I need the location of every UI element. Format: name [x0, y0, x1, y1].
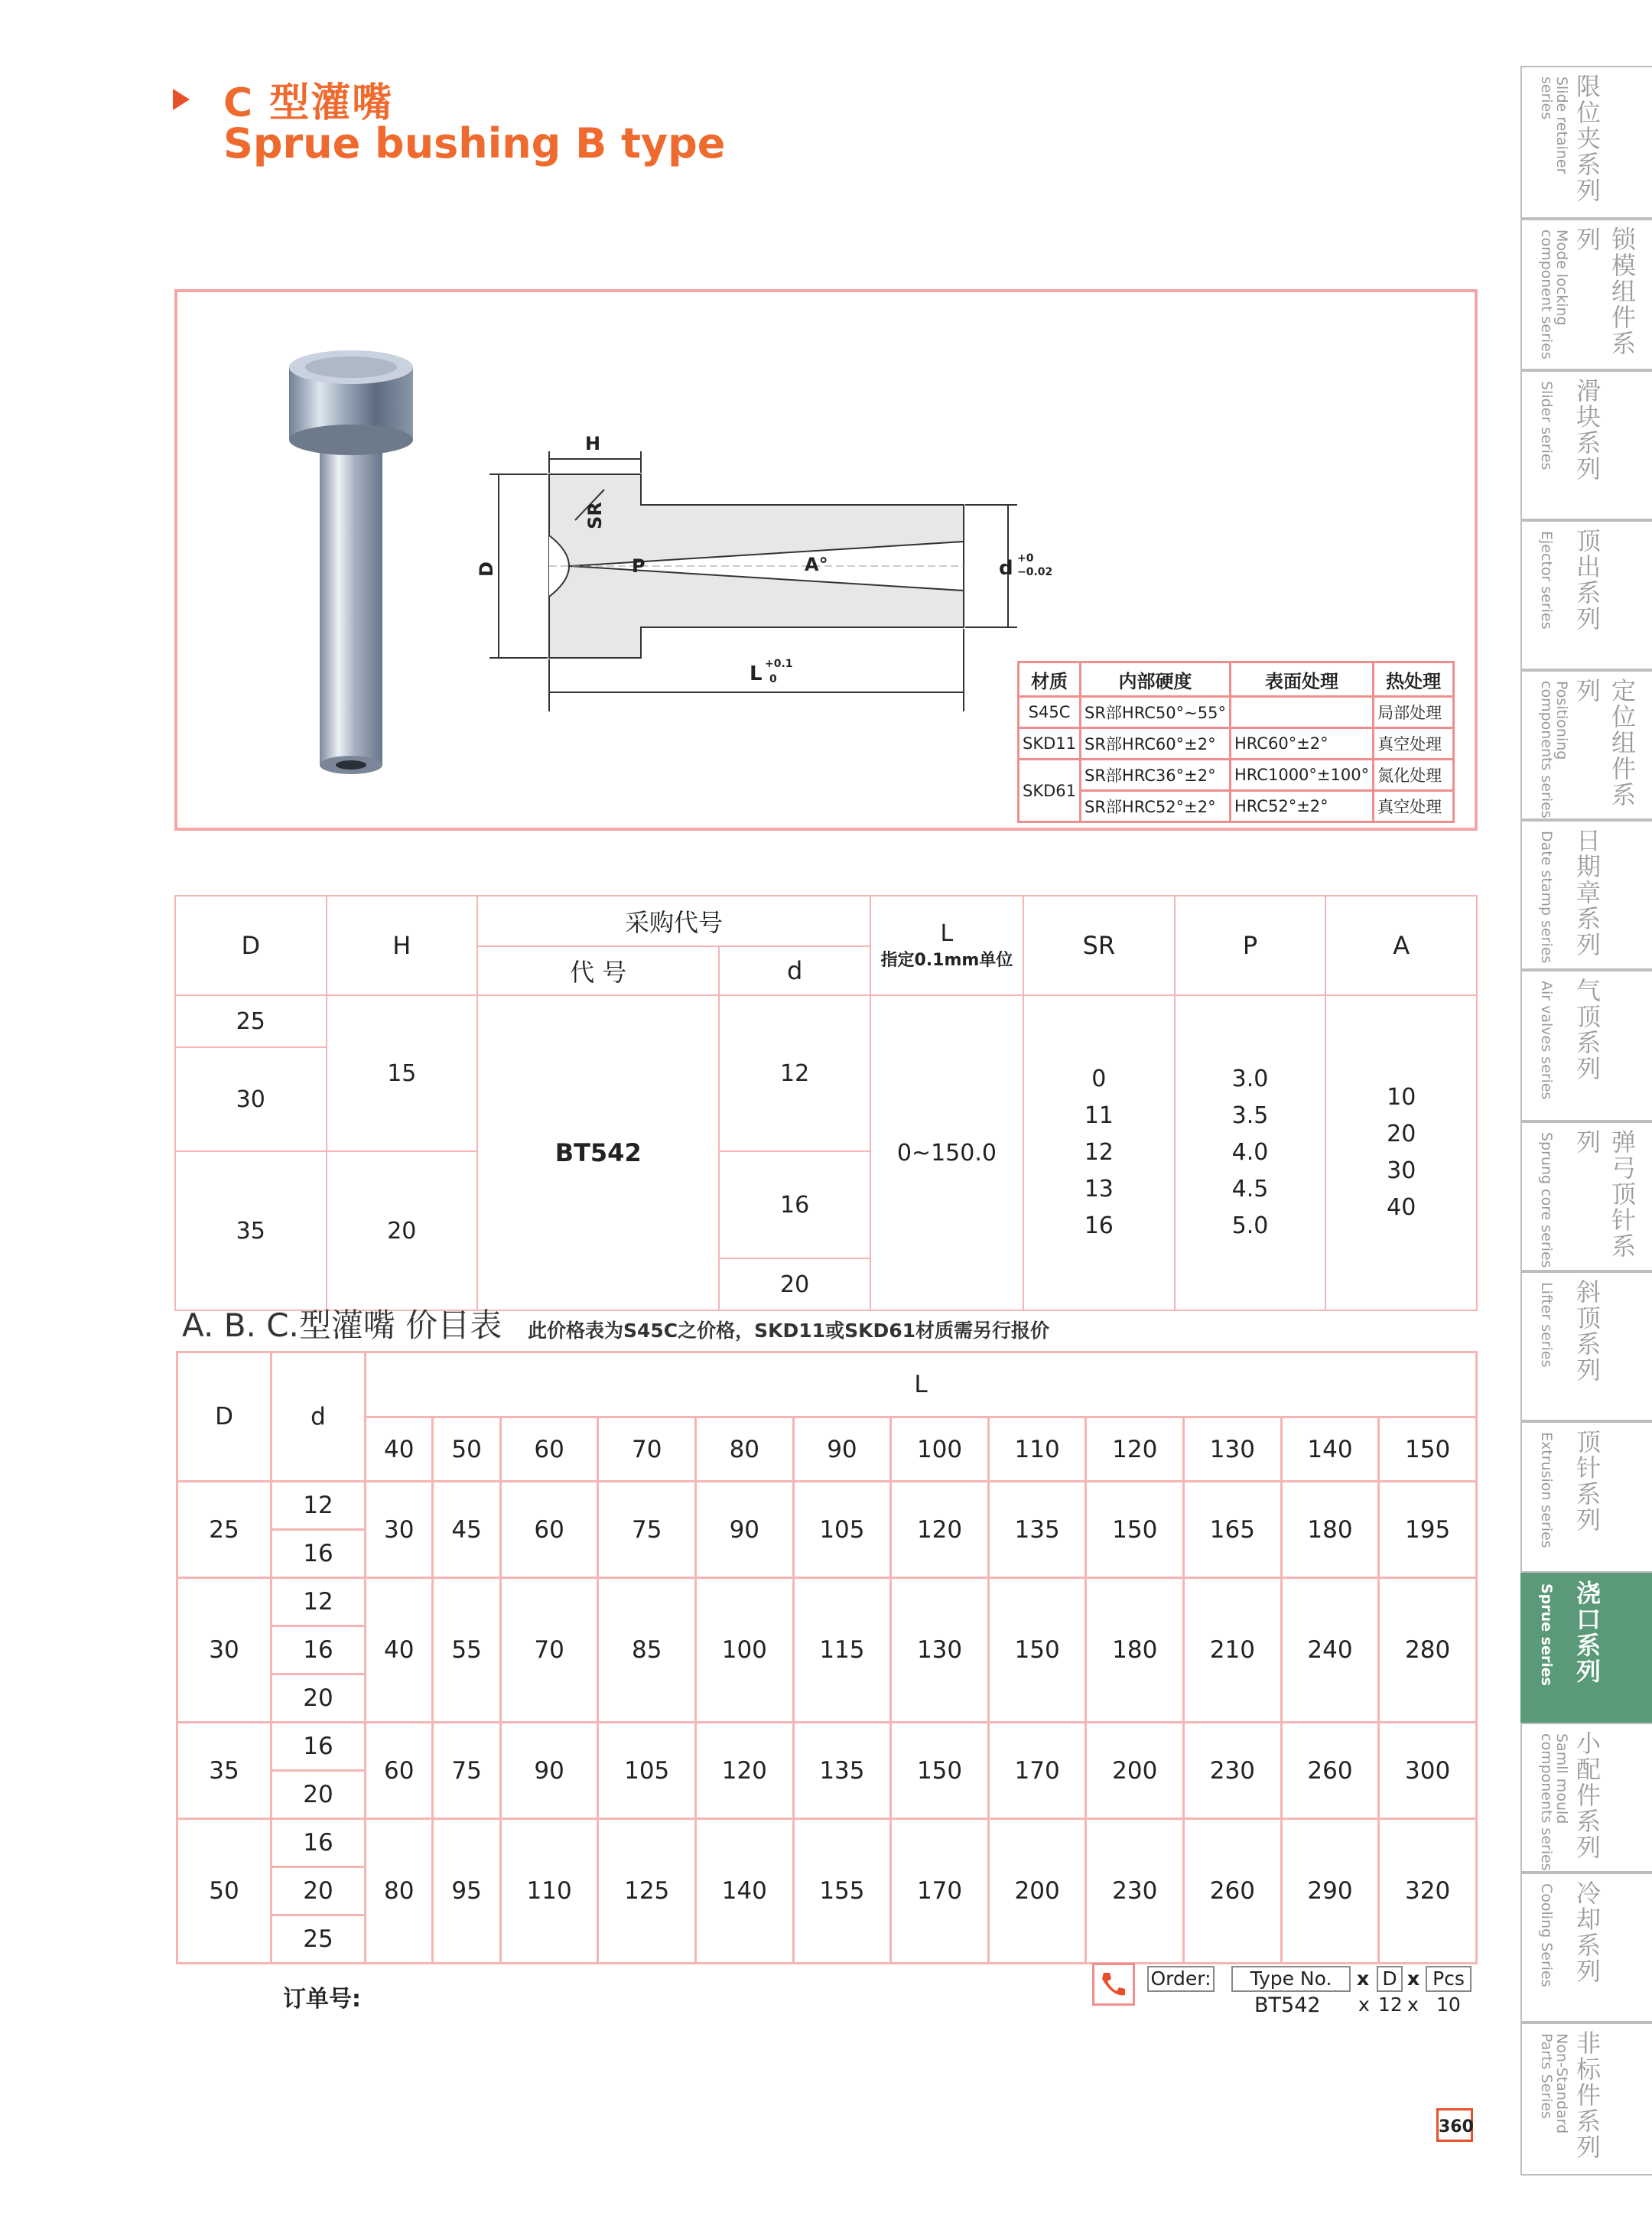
dim-tol-l-up: +0.1 [765, 658, 793, 670]
surface-cell [1230, 697, 1373, 728]
price-dminor-cell: 16 [272, 1530, 366, 1578]
price-cell: 135 [988, 1482, 1086, 1578]
price-dminor-cell: 20 [272, 1674, 366, 1723]
price-cell: 30 [366, 1482, 433, 1578]
price-l-column-header: 90 [793, 1417, 891, 1482]
p-value: 3.5 [1231, 1102, 1269, 1129]
page-title-en: Sprue bushing B type [223, 119, 726, 168]
price-cell: 200 [988, 1819, 1086, 1964]
price-l-column-header: 60 [500, 1417, 598, 1482]
price-cell: 200 [1086, 1723, 1184, 1819]
material-header-hardness: 内部硬度 [1081, 662, 1231, 697]
price-note: 此价格表为S45C之价格，SKD11或SKD61材质需另行报价 [528, 1320, 1049, 1342]
spec-d-cell: 25 [175, 995, 327, 1047]
sidebar-item[interactable] [1520, 820, 1652, 970]
sidebar-item-label-cn: 日期章系列 [1572, 828, 1602, 958]
price-cell: 280 [1379, 1578, 1477, 1723]
sr-value: 12 [1084, 1139, 1114, 1166]
spec-d-cell: 30 [175, 1047, 327, 1151]
dim-label-a: A° [805, 554, 828, 575]
spec-header-l-title: L [940, 920, 954, 947]
price-d-cell: 50 [177, 1819, 272, 1964]
spec-header-l-note: 指定0.1mm单位 [880, 951, 1013, 970]
price-cell: 105 [793, 1482, 891, 1578]
dim-label-sr: SR [584, 502, 606, 529]
sidebar-item-label-cn: 气顶系列 [1572, 978, 1602, 1082]
price-cell: 130 [891, 1578, 989, 1723]
price-cell: 260 [1184, 1819, 1282, 1964]
spec-header-a: A [1325, 896, 1477, 995]
sidebar-item-label-en: Positioning components series [1538, 681, 1570, 818]
order-d-value: 12 [1378, 1993, 1403, 2016]
sidebar-item[interactable] [1520, 670, 1652, 820]
order-word: Order: [1147, 1966, 1215, 1992]
price-cell: 320 [1379, 1819, 1477, 1964]
spec-p-cell [1175, 995, 1326, 1310]
spec-dminor-cell: 12 [719, 995, 870, 1151]
material-header-material: 材质 [1019, 662, 1081, 697]
price-cell: 140 [696, 1819, 794, 1964]
price-cell: 85 [598, 1578, 696, 1723]
order-number-label: 订单号: [283, 1986, 361, 2013]
heat-cell: 氮化处理 [1374, 760, 1454, 791]
price-dminor-cell: 16 [272, 1723, 366, 1771]
price-cell: 120 [891, 1482, 989, 1578]
price-l-column-header: 130 [1184, 1417, 1282, 1482]
a-value: 40 [1387, 1194, 1416, 1221]
spec-dminor-cell: 20 [719, 1258, 870, 1310]
order-x-1: x [1357, 1967, 1370, 1990]
sidebar-item[interactable] [1520, 1723, 1652, 1873]
price-dminor-cell: 20 [272, 1771, 366, 1819]
table-row [1019, 728, 1454, 760]
sidebar-item-label-cn: 小配件系列 [1572, 1730, 1602, 1860]
price-dminor-cell: 25 [272, 1915, 366, 1964]
sidebar-item-label-cn: 定位组件系列 [1572, 678, 1637, 808]
sidebar-item[interactable] [1520, 1271, 1652, 1421]
order-x-4: x [1407, 1993, 1419, 2016]
sidebar-item-label-cn: 浇口系列 [1572, 1580, 1602, 1684]
price-l-column-header: 80 [696, 1417, 794, 1482]
dim-label-d-major: D [475, 561, 497, 577]
spec-header-d-minor: d [719, 946, 870, 995]
order-x-2: x [1407, 1967, 1420, 1990]
price-cell: 230 [1184, 1723, 1282, 1819]
price-d-cell: 25 [177, 1482, 272, 1578]
spec-header-l [870, 896, 1023, 995]
sidebar-item[interactable] [1520, 66, 1652, 219]
price-cell: 165 [1184, 1482, 1282, 1578]
sidebar-item-label-cn: 滑块系列 [1572, 378, 1602, 482]
price-dminor-cell: 16 [272, 1626, 366, 1674]
sidebar-item[interactable] [1520, 1121, 1652, 1271]
order-pcs-header: Pcs [1426, 1966, 1472, 1992]
price-title: A. B. C.型灌嘴 价目表 [182, 1307, 502, 1344]
sidebar-item-label-en: Air valves series [1538, 981, 1555, 1100]
price-cell: 180 [1086, 1578, 1184, 1723]
price-dminor-cell: 12 [272, 1482, 366, 1530]
spec-l-cell: 0~150.0 [870, 995, 1023, 1310]
hardness-cell: SR部HRC50°~55° [1081, 697, 1231, 728]
price-l-columns [177, 1417, 1477, 1482]
heat-cell: 局部处理 [1374, 697, 1454, 728]
table-row [177, 1723, 1477, 1771]
sidebar-item-label-en: Sprung core series [1538, 1132, 1555, 1268]
spec-a-cell [1325, 995, 1477, 1310]
price-cell: 60 [500, 1482, 598, 1578]
p-value: 5.0 [1231, 1212, 1269, 1239]
sidebar-item[interactable] [1520, 219, 1652, 370]
table-row [177, 1819, 1477, 1867]
price-l-column-header: 70 [598, 1417, 696, 1482]
price-cell: 100 [696, 1578, 794, 1723]
price-cell: 210 [1184, 1578, 1282, 1723]
sidebar-item-label-cn: 弹弓顶针系列 [1572, 1129, 1637, 1259]
price-cell: 150 [1086, 1482, 1184, 1578]
page-number: 360 [1436, 2108, 1473, 2142]
order-x-3: x [1358, 1993, 1370, 2016]
sidebar-item[interactable] [1520, 520, 1652, 670]
price-header-l: L [366, 1352, 1477, 1417]
price-dminor-cell: 12 [272, 1578, 366, 1626]
sidebar-item-label-cn: 顶针系列 [1572, 1429, 1602, 1533]
dim-tol-l-down: 0 [769, 673, 777, 685]
price-header-d-minor: d [272, 1352, 366, 1482]
price-cell: 75 [598, 1482, 696, 1578]
spec-header-purchase-code: 采购代号 [477, 896, 870, 946]
sidebar-item-label-cn: 非标件系列 [1572, 2030, 1602, 2160]
sidebar-item[interactable] [1520, 370, 1652, 520]
dim-label-d-minor: d [999, 557, 1013, 580]
spec-dminor-cell: 16 [719, 1151, 870, 1258]
product-photo [275, 344, 444, 788]
price-cell: 120 [696, 1723, 794, 1819]
order-type-value: BT542 [1254, 1993, 1321, 2017]
sidebar-item[interactable] [1520, 2023, 1652, 2176]
price-cell: 55 [433, 1578, 500, 1723]
price-l-column-header: 110 [988, 1417, 1086, 1482]
material-cell: SKD11 [1019, 728, 1081, 760]
price-cell: 110 [500, 1819, 598, 1964]
price-cell: 180 [1281, 1482, 1379, 1578]
surface-cell: HRC1000°±100° [1230, 760, 1373, 791]
price-l-column-header: 140 [1281, 1417, 1379, 1482]
sidebar-item-label-en: Mode locking component series [1538, 229, 1570, 360]
price-l-column-header: 40 [366, 1417, 433, 1482]
spec-sr-cell [1023, 995, 1175, 1310]
phone-icon [1092, 1963, 1135, 2006]
price-cell: 155 [793, 1819, 891, 1964]
material-table [1017, 661, 1455, 823]
sr-value: 0 [1091, 1066, 1107, 1092]
sidebar-item-label-en: Slide retainer series [1538, 76, 1570, 174]
price-cell: 170 [988, 1723, 1086, 1819]
sidebar-item-label-en: Samll mould components series [1538, 1733, 1570, 1871]
order-pcs-value: 10 [1436, 1993, 1461, 2016]
price-cell: 290 [1281, 1819, 1379, 1964]
price-l-column-header: 100 [891, 1417, 989, 1482]
material-cell: S45C [1019, 697, 1081, 728]
sidebar-item-label-en: Slider series [1538, 381, 1555, 470]
price-cell: 150 [988, 1578, 1086, 1723]
material-cell: SKD61 [1019, 760, 1081, 822]
price-cell: 90 [500, 1723, 598, 1819]
price-cell: 230 [1086, 1819, 1184, 1964]
price-cell: 75 [433, 1723, 500, 1819]
table-row [175, 995, 1477, 1047]
price-l-column-header: 150 [1379, 1417, 1477, 1482]
spec-header-p: P [1175, 896, 1326, 995]
price-dminor-cell: 20 [272, 1867, 366, 1915]
sidebar-item-label-cn: 顶出系列 [1572, 528, 1602, 632]
spec-header-d-major: D [175, 896, 327, 995]
sr-value: 13 [1084, 1176, 1114, 1202]
heat-cell: 真空处理 [1374, 728, 1454, 760]
dim-label-l: L [750, 662, 763, 685]
price-cell: 115 [793, 1578, 891, 1723]
a-value: 10 [1387, 1084, 1416, 1111]
price-cell: 90 [696, 1482, 794, 1578]
sidebar-item-label-en: Lifter series [1538, 1282, 1555, 1368]
spec-header-h: H [327, 896, 478, 995]
sidebar-item[interactable] [1520, 970, 1652, 1121]
spec-d-cell: 35 [175, 1151, 327, 1310]
surface-cell: HRC52°±2° [1230, 791, 1373, 822]
p-value: 4.5 [1231, 1176, 1269, 1202]
p-value: 4.0 [1231, 1139, 1269, 1166]
material-header-heat: 热处理 [1374, 662, 1454, 697]
sidebar-item-label-en: Extrusion series [1538, 1432, 1555, 1548]
price-table [176, 1351, 1478, 1964]
sidebar-item-label-cn: 限位夹系列 [1572, 73, 1602, 203]
order-type-header: Type No. [1231, 1966, 1351, 1992]
sr-value: 16 [1084, 1212, 1114, 1239]
price-cell: 170 [891, 1819, 989, 1964]
price-cell: 300 [1379, 1723, 1477, 1819]
hardness-cell: SR部HRC52°±2° [1081, 791, 1231, 822]
dim-tol-d-down: −0.02 [1017, 566, 1053, 578]
price-cell: 80 [366, 1819, 433, 1964]
table-row [1019, 760, 1454, 791]
material-header-surface: 表面处理 [1230, 662, 1373, 697]
sidebar-item-label-en: Sprue series [1538, 1583, 1555, 1686]
spec-h-cell: 20 [327, 1151, 478, 1310]
spec-code-cell: BT542 [477, 995, 719, 1310]
sr-value: 11 [1084, 1102, 1114, 1129]
price-cell: 125 [598, 1819, 696, 1964]
price-d-cell: 35 [177, 1723, 272, 1819]
heat-cell: 真空处理 [1374, 791, 1454, 822]
sidebar-item[interactable] [1520, 1421, 1652, 1573]
a-value: 30 [1387, 1157, 1416, 1184]
price-dminor-cell: 16 [272, 1819, 366, 1867]
price-l-column-header: 120 [1086, 1417, 1184, 1482]
price-cell: 95 [433, 1819, 500, 1964]
sidebar-item-label-en: Cooling Series [1538, 1883, 1555, 1987]
surface-cell: HRC60°±2° [1230, 728, 1373, 760]
price-cell: 45 [433, 1482, 500, 1578]
price-l-column-header: 50 [433, 1417, 500, 1482]
spec-header-sr: SR [1023, 896, 1175, 995]
table-row [1019, 697, 1454, 728]
spec-header-code: 代 号 [477, 946, 719, 995]
table-row [1019, 791, 1454, 822]
price-cell: 260 [1281, 1723, 1379, 1819]
sidebar-item-label-en: Ejector series [1538, 531, 1555, 630]
title-arrow-icon [173, 89, 190, 110]
hardness-cell: SR部HRC36°±2° [1081, 760, 1231, 791]
price-cell: 240 [1281, 1578, 1379, 1723]
price-d-cell: 30 [177, 1578, 272, 1723]
price-cell: 105 [598, 1723, 696, 1819]
dim-label-h: H [585, 433, 601, 454]
price-header-d-major: D [177, 1352, 272, 1482]
table-row [177, 1578, 1477, 1626]
hardness-cell: SR部HRC60°±2° [1081, 728, 1231, 760]
sidebar-item[interactable] [1520, 1573, 1652, 1723]
dim-label-p: P [632, 555, 646, 577]
spec-h-cell: 15 [327, 995, 478, 1151]
price-cell: 150 [891, 1723, 989, 1819]
price-cell: 135 [793, 1723, 891, 1819]
page-title-cn: C 型灌嘴 [223, 80, 394, 126]
sidebar-item-label-cn: 冷却系列 [1572, 1880, 1602, 1984]
price-cell: 70 [500, 1578, 598, 1723]
order-d-header: D [1377, 1966, 1403, 1992]
a-value: 20 [1387, 1121, 1416, 1147]
price-cell: 40 [366, 1578, 433, 1723]
sidebar-item-label-en: Non-Standard Parts Series [1538, 2033, 1570, 2134]
price-cell: 195 [1379, 1482, 1477, 1578]
table-row [177, 1482, 1477, 1530]
p-value: 3.0 [1231, 1066, 1269, 1092]
price-cell: 60 [366, 1723, 433, 1819]
sidebar-item-label-en: Date stamp series [1538, 831, 1555, 964]
dim-tol-d-up: +0 [1017, 552, 1034, 565]
sidebar-item-label-cn: 锁模组件系列 [1572, 226, 1637, 356]
sidebar-item-label-cn: 斜顶系列 [1572, 1279, 1602, 1383]
sidebar-item[interactable] [1520, 1873, 1652, 2023]
spec-table [174, 895, 1478, 1311]
